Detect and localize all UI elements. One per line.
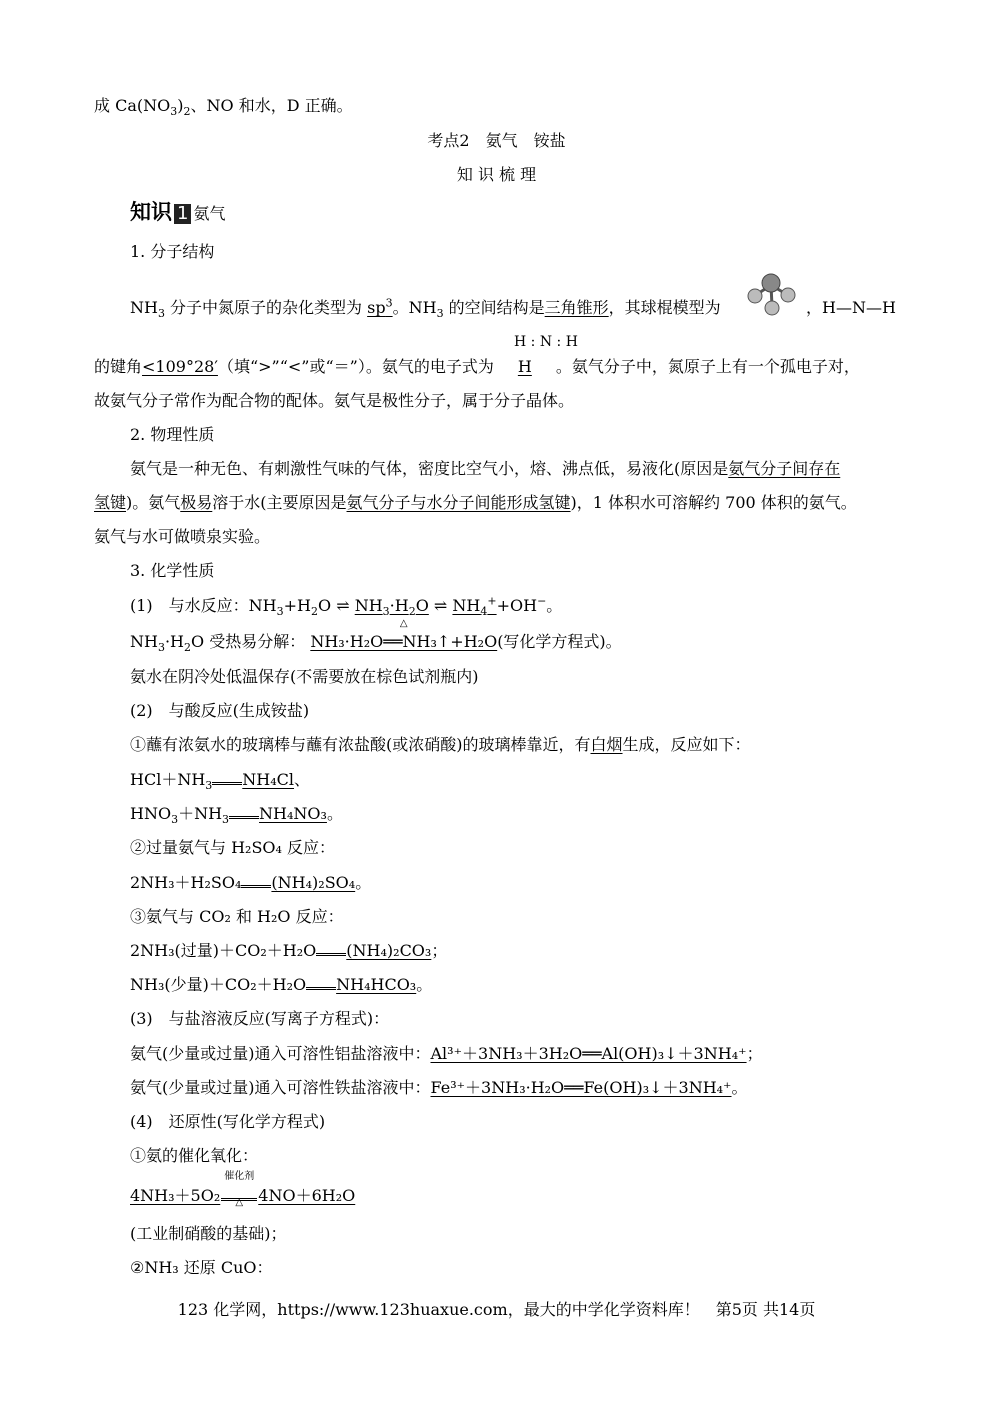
hnh-text: ，H—N—H <box>806 298 896 317</box>
nh4-answer: $NH_4^+$ <box>452 594 497 619</box>
ball-stick-model-image <box>746 270 806 318</box>
s1-heading: 1. 分子结构 <box>130 242 215 261</box>
electron-formula-answer: H <box>517 357 532 376</box>
industrial-note: (工业制硝酸的基础)； <box>130 1224 287 1243</box>
catalytic-oxidation-label: ①氨的催化氧化： <box>130 1146 259 1165</box>
decomposition-line: $NH_3\cdot H_2O$ 受热易分解： △ NH₃·H₂O══NH₃↑+H₂O(写化学方程式)。 <box>130 618 622 655</box>
cuo-reduction-label: ②NH₃ 还原 CuO： <box>130 1258 273 1277</box>
knowledge-heading <box>130 198 225 228</box>
knowledge-tag: 知识 <box>130 200 172 224</box>
shape-answer: 三角锥形 <box>544 298 609 317</box>
s1-para3: 故氨气分子常作为配合物的配体。氨气是极性分子，属于分子晶体。 <box>94 391 575 410</box>
acid-eq3: 2NH₃＋H₂SO₄ (NH₄)₂SO₄。 <box>130 873 372 892</box>
acid-eq4: 2NH₃(过量)＋CO₂＋H₂O (NH₄)₂CO₃； <box>130 941 448 960</box>
knowledge-label: 氨气 <box>193 204 226 223</box>
nh3h2o-answer: $NH_3\cdot H_2O$ <box>354 596 429 619</box>
s1-para2: 的键角<109°28′（填“>”“<”或“＝”）。氨气的电子式为 H 。氨气分子中，氮原子上有一个孤电子对， <box>94 355 860 379</box>
acid-eq2: $HNO_3+NH_3$ NH₄NO₃。 <box>130 804 343 827</box>
equilibrium-arrow-icon: ⇌ <box>336 596 350 615</box>
s3-heading: 3. 化学性质 <box>130 561 215 580</box>
s2-heading: 2. 物理性质 <box>130 425 215 444</box>
section-title: 考点2 氨气 铵盐 <box>427 131 566 150</box>
acid-eq1: $HCl+NH_3$ NH₄Cl、 <box>130 770 311 793</box>
continuation-line: 成 $Ca(NO_3)_2$、NO 和水，D 正确。 <box>94 96 353 119</box>
electron-dot-top: H : N : H <box>514 334 578 350</box>
salt-line1: 氨气(少量或过量)通入可溶性铝盐溶液中：Al³⁺＋3NH₃＋3H₂O══Al(OH)₃↓＋3NH₄⁺； <box>130 1044 763 1063</box>
acid-para2: ②过量氨气与 H₂SO₄ 反应： <box>130 838 336 857</box>
page-footer: 123 化学网，https://www.123huaxue.com，最大的中学化学资料库！ 第5页 共14页 <box>177 1300 816 1319</box>
s2-para3: 氨气与水可做喷泉实验。 <box>94 527 271 546</box>
catalytic-oxidation-equation: 4NH₃＋5O₂ 催化剂 △ 4NO＋6H₂O <box>130 1171 356 1208</box>
acid-eq5: NH₃(少量)＋CO₂＋H₂O NH₄HCO₃。 <box>130 975 433 994</box>
salt-line2: 氨气(少量或过量)通入可溶性铁盐溶液中：Fe³⁺＋3NH₃·H₂O══Fe(OH)₃↓＋3NH₄⁺。 <box>130 1078 748 1097</box>
s2-para1: 氨气是一种无色、有刺激性气味的气体，密度比空气小，熔、沸点低，易液化(原因是氨气分子间存在 <box>130 459 841 478</box>
acid-para1: ①蘸有浓氨水的玻璃棒与蘸有浓盐酸(或浓硝酸)的玻璃棒靠近，有白烟生成，反应如下： <box>130 735 751 754</box>
equilibrium-arrow-icon: ⇌ <box>433 596 448 615</box>
bond-angle-answer: <109°28′ <box>142 357 218 376</box>
hybridization-answer: $sp^3$ <box>367 296 393 317</box>
s2-para2: 氢键)。氨气极易溶于水(主要原因是氨气分子与水分子间能形成氢键)，1 体积水可溶解约 700 体积的氨气。 <box>94 493 857 512</box>
acid-heading: (2) 与酸反应(生成铵盐) <box>130 701 310 720</box>
storage-note: 氨水在阴冷处低温保存(不需要放在棕色试剂瓶内) <box>130 667 479 686</box>
subsection-title: 知 识 梳 理 <box>456 165 537 184</box>
knowledge-number-badge: 1 <box>174 204 191 224</box>
s1-para1: $NH_3$ 分子中氮原子的杂化类型为 $sp^3$。$NH_3$ 的空间结构是三角锥形，其球棍模型为 <box>130 296 721 321</box>
water-reaction: (1) 与水反应：$NH_3+H_2O$ ⇌ $NH_3\cdot H_2O$ ⇌ $NH_4^++OH^-$。 <box>130 594 563 619</box>
decomposition-equation: △ NH₃·H₂O══NH₃↑+H₂O <box>310 618 498 651</box>
reducing-heading: (4) 还原性(写化学方程式) <box>130 1112 326 1131</box>
acid-para3: ③氨气与 CO₂ 和 H₂O 反应： <box>130 907 344 926</box>
salt-heading: (3) 与盐溶液反应(写离子方程式)： <box>130 1009 390 1028</box>
